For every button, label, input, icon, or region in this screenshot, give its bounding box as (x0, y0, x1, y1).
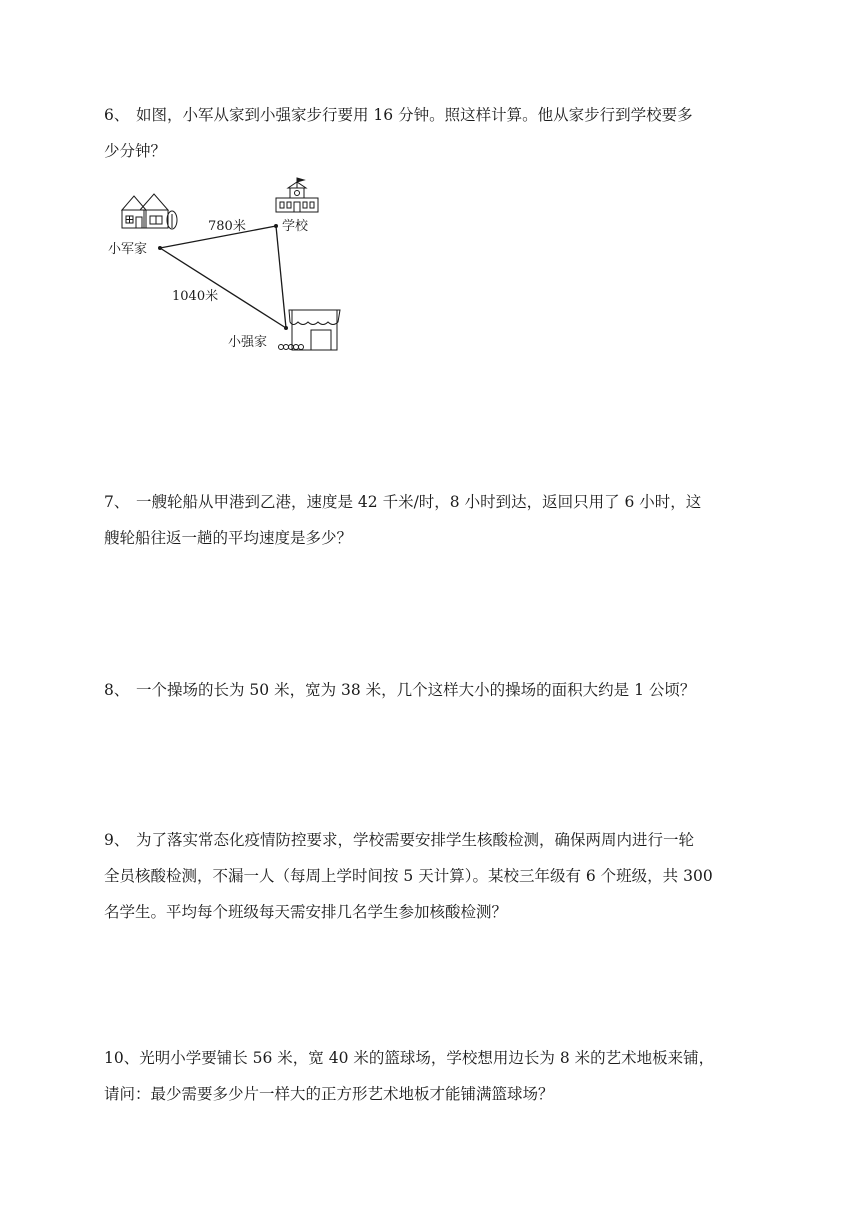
problem-7-line-2: 艘轮船往返一趟的平均速度是多少？ (104, 529, 353, 547)
problem-9-number: 9、 (104, 831, 130, 849)
problem-6-line-2: 少分钟？ (104, 142, 167, 160)
problem-9-line-3: 名学生。平均每个班级每天需安排几名学生参加核酸检测？ (104, 903, 508, 921)
label-distance-1040: 1040米 (172, 289, 219, 304)
path-home-to-xiaoqiang (160, 248, 286, 328)
problem-9 (104, 822, 766, 930)
label-xiaoqiang-home: 小强家 (228, 335, 268, 350)
problem-7-line-1: 7、 一艘轮船从甲港到乙港，速度是 42 千米/时，8 小时到达，返回只用了 6 小时，这 (104, 484, 766, 520)
problem-10-number: 10、 (104, 1049, 140, 1067)
point-xiaoqiang-home (284, 326, 288, 330)
problem-9-line-1: 9、 为了落实常态化疫情防控要求，学校需要安排学生核酸检测，确保两周内进行一轮 (104, 822, 766, 858)
problem-7-number: 7、 (104, 493, 130, 511)
problem-6 (104, 97, 766, 169)
problem-8 (104, 672, 766, 708)
label-distance-780: 780米 (208, 219, 246, 234)
point-school (274, 224, 278, 228)
problem-8-number: 8、 (104, 681, 130, 699)
school-icon (276, 178, 318, 212)
problem-6-line-1: 6、 如图，小军从家到小强家步行要用 16 分钟。照这样计算。他从家步行到学校要多 (104, 97, 766, 133)
point-xiaojun-home (158, 246, 162, 250)
problem-10 (104, 1040, 766, 1112)
problem-9-line-2: 全员核酸检测，不漏一人（每周上学时间按 5 天计算）。某校三年级有 6 个班级，共 300 (104, 867, 713, 885)
path-school-to-xiaoqiang (276, 226, 286, 328)
house-icon (122, 194, 177, 229)
problem-8-line-1: 8、 一个操场的长为 50 米，宽为 38 米，几个这样大小的操场的面积大约是 1 公顷？ (104, 672, 766, 708)
label-school: 学校 (282, 219, 309, 234)
problem-6-number: 6、 (104, 106, 130, 124)
label-xiaojun-home: 小军家 (108, 242, 148, 257)
shop-icon (279, 310, 341, 350)
distance-diagram (100, 170, 360, 370)
problem-10-line-2: 请问：最少需要多少片一样大的正方形艺术地板才能铺满篮球场？ (104, 1085, 554, 1103)
problem-10-line-1: 10、光明小学要铺长 56 米，宽 40 米的篮球场，学校想用边长为 8 米的艺术地板来铺， (104, 1040, 766, 1076)
problem-7 (104, 484, 766, 556)
